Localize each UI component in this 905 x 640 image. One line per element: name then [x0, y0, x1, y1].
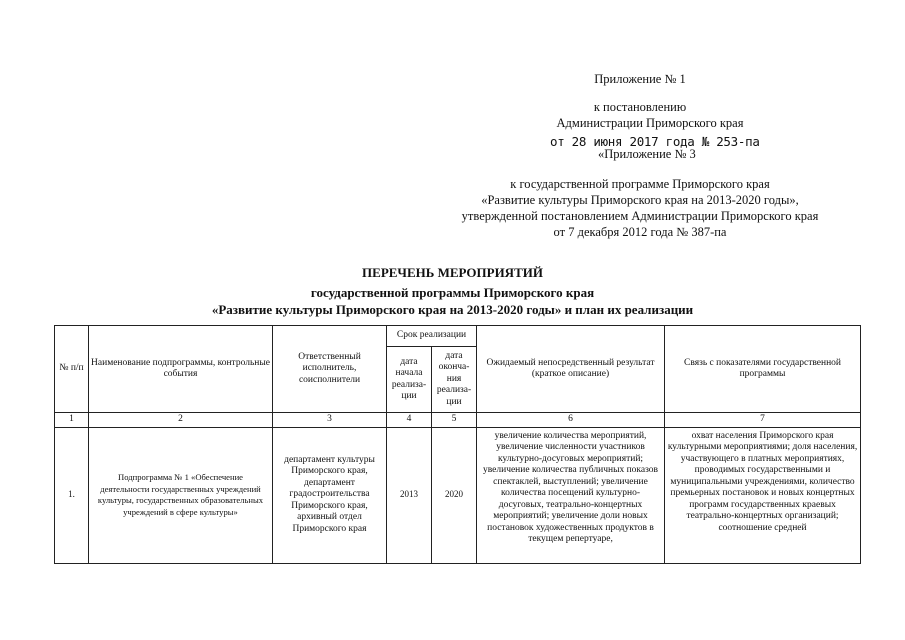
row-num: 1. — [55, 427, 89, 563]
col-number: 7 — [665, 413, 861, 428]
administration-label: Администрации Приморского края — [556, 116, 744, 130]
header-start: дата начала реализа-ции — [387, 347, 432, 413]
col-number: 1 — [55, 413, 89, 428]
header-executor: Ответственный исполнитель, соисполнители — [273, 326, 387, 413]
header-end: дата оконча-ния реализа-ции — [432, 347, 477, 413]
to-resolution-label: к постановлению — [593, 100, 687, 114]
program-date-label: от 7 декабря 2012 года № 387-па — [553, 225, 727, 239]
row-start: 2013 — [387, 427, 432, 563]
row-end: 2020 — [432, 427, 477, 563]
header-link: Связь с показателями государственной программы — [665, 326, 861, 413]
header-name: Наименование подпрограммы, контрольные события — [89, 326, 273, 413]
title-program: «Развитие культуры Приморского края на 2013-2020 годы» и план их реализации — [211, 302, 694, 317]
resolution-date-stamp: от 28 июня 2017 года № 253-па — [550, 134, 760, 149]
header-result: Ожидаемый непосредственный результат (краткое описание) — [477, 326, 665, 413]
row-name: Подпрограмма № 1 «Обеспечение деятельности государственных учреждений культуры, государственных образовательных учреждений в сфере культуры» — [89, 427, 273, 563]
table-row — [55, 427, 861, 563]
appendix3-label: «Приложение № 3 — [598, 147, 696, 161]
col-number: 4 — [387, 413, 432, 428]
approved-label: утвержденной постановлением Администрации Приморского края — [461, 209, 819, 223]
row-link: охват населения Приморского края культурными мероприятиями; доля населения, участвующего в платных мероприятиях, проводимых государственными и муниципальными учреждениями, количество премьерных постановок и новых концертных программ государственных краевых театрально-концертных организаций; соотношение средней — [665, 427, 861, 563]
measures-table — [54, 325, 861, 564]
column-number-row — [55, 413, 861, 428]
title-subtitle: государственной программы Приморского края — [310, 285, 595, 300]
header-period: Срок реализации — [387, 326, 477, 347]
program-name-label: «Развитие культуры Приморского края на 2013-2020 годы», — [481, 193, 799, 207]
col-number: 5 — [432, 413, 477, 428]
col-number: 3 — [273, 413, 387, 428]
header-num: № п/п — [55, 326, 89, 413]
row-result: увеличение количества мероприятий, увеличение численности участников культурно-досуговых мероприятий; увеличение количества публичных показов спектаклей, выступлений; увеличение количества посещений культурно-досуговых, театрально-концертных мероприятий; увеличение доли новых постановок художественных продуктов в текущем репертуаре, — [477, 427, 665, 563]
to-program-label: к государственной программе Приморского края — [510, 177, 770, 191]
appendix-label: Приложение № 1 — [594, 72, 686, 86]
col-number: 6 — [477, 413, 665, 428]
row-executor: департамент культуры Приморского края, департамент градостроительства Приморского края, архивный отдел Приморского края — [273, 427, 387, 563]
col-number: 2 — [89, 413, 273, 428]
page-title: ПЕРЕЧЕНЬ МЕРОПРИЯТИЙ — [362, 265, 543, 280]
